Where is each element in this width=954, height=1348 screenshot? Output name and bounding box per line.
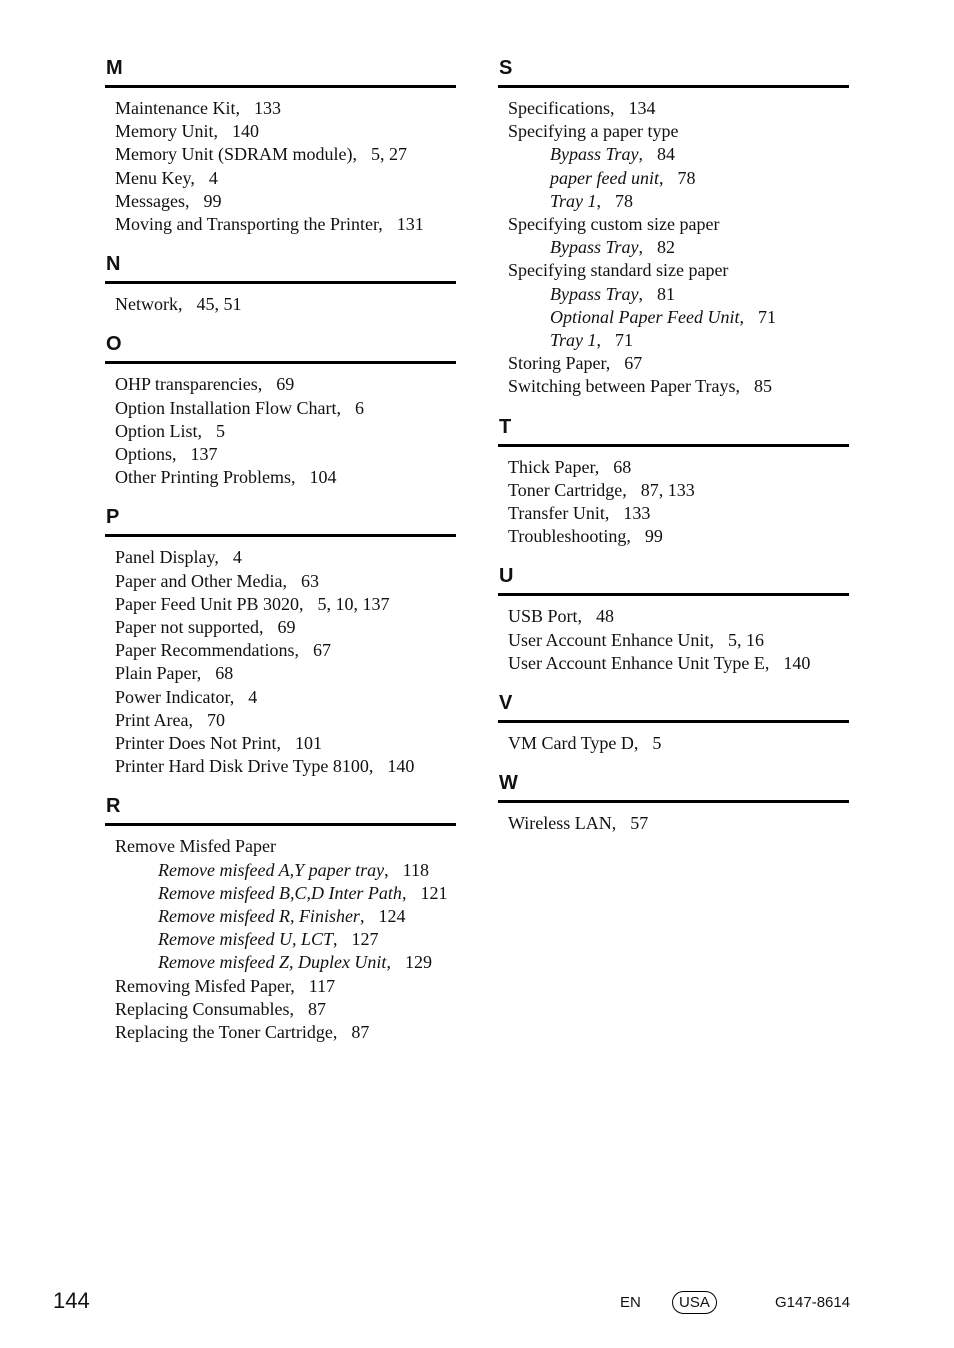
entry-page-ref: 45, 51 — [196, 294, 242, 315]
section-divider — [498, 593, 849, 596]
index-entry — [498, 120, 849, 143]
index-entry: Paper Feed Unit PB 3020, 5, 10, 137 — [115, 593, 390, 614]
section-letter: R — [106, 795, 121, 818]
index-section-r — [105, 793, 456, 1044]
entry-term: Option List — [115, 420, 198, 441]
index-subentry: paper feed unit, 78 — [550, 167, 696, 188]
entry-page-ref: 140 — [783, 652, 811, 673]
index-section-p — [105, 504, 456, 778]
index-entry: Option Installation Flow Chart, 6 — [115, 397, 364, 418]
index-entry: Specifications, 134 — [508, 98, 656, 118]
entry-term: Messages — [115, 190, 185, 211]
entry-term: Plain Paper — [115, 663, 197, 684]
index-entry: Network, 45, 51 — [115, 294, 242, 315]
entry-page-ref: 99 — [203, 190, 222, 211]
index-entry: User Account Enhance Unit, 5, 16 — [508, 629, 764, 650]
index-entry — [498, 259, 849, 282]
entry-page-ref: 104 — [309, 467, 337, 488]
entry-term: Toner Cartridge — [508, 479, 623, 500]
entry-page-ref: 124 — [378, 906, 406, 927]
entry-page-ref: 5, 16 — [727, 629, 764, 650]
entry-term: OHP transparencies — [115, 374, 258, 395]
entry-page-ref: 85 — [753, 376, 772, 397]
entry-term: Optional Paper Feed Unit — [550, 306, 740, 327]
entry-page-ref: 87 — [307, 998, 326, 1019]
entry-page-ref: 140 — [232, 121, 259, 142]
entry-page-ref: 117 — [308, 975, 336, 996]
entry-page-ref: 129 — [404, 952, 432, 973]
entry-term: Tray 1 — [550, 190, 597, 211]
region-badge: USA — [672, 1291, 717, 1314]
section-divider — [105, 823, 456, 826]
entry-term: Paper and Other Media — [115, 570, 283, 591]
entry-page-ref: 5, 10, 137 — [317, 593, 390, 614]
entry-term: Remove misfeed U, LCT — [158, 929, 333, 950]
entry-page-ref: 68 — [613, 456, 632, 477]
entry-page-ref: 5 — [216, 420, 226, 441]
entry-term: Network — [115, 294, 178, 315]
page-footer — [0, 1288, 954, 1320]
index-entry: Menu Key, 4 — [115, 167, 218, 188]
entry-term: Memory Unit — [115, 121, 214, 142]
index-subentry: Remove misfeed B,C,D Inter Path, 121 — [158, 882, 448, 903]
index-subentry: Remove misfeed R, Finisher, 124 — [158, 906, 406, 927]
index-entry: Storing Paper, 67 — [508, 353, 643, 374]
index-entry: Transfer Unit, 133 — [508, 503, 651, 524]
entry-page-ref: 4 — [232, 547, 242, 568]
entry-page-ref: 118 — [402, 859, 429, 880]
entry-term: Power Indicator — [115, 686, 230, 707]
entry-page-ref: 87, 133 — [640, 479, 695, 500]
entry-term: Remove misfeed R, Finisher — [158, 906, 360, 927]
entry-term: Storing Paper — [508, 353, 606, 374]
entry-term: Paper not supported — [115, 617, 259, 638]
entry-page-ref: 134 — [628, 98, 656, 118]
entry-term: Remove misfeed B,C,D Inter Path — [158, 882, 402, 903]
entry-term: Moving and Transporting the Printer — [115, 214, 379, 235]
index-column-left — [105, 55, 456, 1059]
index-subentry: Optional Paper Feed Unit, 71 — [550, 306, 776, 327]
entry-page-ref: 68 — [215, 663, 234, 684]
entry-term: Bypass Tray — [550, 237, 639, 258]
entry-term: Panel Display — [115, 547, 215, 568]
section-divider — [105, 361, 456, 364]
index-entry: Print Area, 70 — [115, 709, 225, 730]
entry-term: Wireless LAN — [508, 813, 612, 834]
section-divider — [105, 534, 456, 537]
entry-term: Bypass Tray — [550, 283, 639, 304]
entry-page-ref: 84 — [657, 144, 676, 165]
index-entry: Power Indicator, 4 — [115, 686, 258, 707]
entry-page-ref: 101 — [295, 733, 322, 754]
entry-page-ref: 4 — [248, 686, 258, 707]
entry-term: Replacing Consumables — [115, 998, 290, 1019]
entry-page-ref: 63 — [300, 570, 319, 591]
index-entry: Paper and Other Media, 63 — [115, 570, 319, 591]
page-number: 144 — [53, 1288, 90, 1313]
index-entry: User Account Enhance Unit Type E, 140 — [508, 652, 811, 673]
index-entry: Switching between Paper Trays, 85 — [508, 376, 772, 397]
entry-term: Maintenance Kit — [115, 98, 236, 118]
entry-term: Remove misfeed A,Y paper tray — [158, 859, 385, 880]
entry-page-ref: 48 — [596, 606, 615, 627]
index-entry: Replacing the Toner Cartridge, 87 — [115, 1022, 370, 1043]
index-entry: Thick Paper, 68 — [508, 456, 632, 477]
section-letter: M — [106, 57, 123, 79]
index-section-s — [498, 55, 849, 399]
index-subentry: Tray 1, 78 — [550, 190, 634, 211]
entry-page-ref: 137 — [190, 444, 218, 465]
entry-term: VM Card Type D — [508, 733, 634, 754]
entry-term: Bypass Tray — [550, 144, 639, 165]
index-entry: OHP transparencies, 69 — [115, 374, 295, 395]
entry-page-ref: 4 — [208, 167, 218, 188]
index-entry: VM Card Type D, 5 — [508, 733, 662, 754]
section-letter: P — [106, 506, 120, 529]
section-divider — [498, 444, 849, 447]
index-section-m — [105, 55, 456, 236]
index-subentry: Remove misfeed Z, Duplex Unit, 129 — [158, 952, 432, 973]
index-subentry: Remove misfeed A,Y paper tray, 118 — [158, 859, 429, 880]
entry-term: Removing Misfed Paper — [115, 975, 291, 996]
entry-term: Memory Unit (SDRAM module) — [115, 144, 353, 165]
index-entry: Replacing Consumables, 87 — [115, 998, 326, 1019]
entry-page-ref: 121 — [420, 882, 448, 903]
index-entry: Options, 137 — [115, 444, 218, 465]
entry-term: Other Printing Problems — [115, 467, 291, 488]
index-entry: Messages, 99 — [115, 190, 222, 211]
index-entry: Paper not supported, 69 — [115, 617, 296, 638]
entry-page-ref: 69 — [277, 617, 296, 638]
index-section-n — [105, 251, 456, 316]
entry-term: Specifications — [508, 98, 610, 118]
index-entry: Memory Unit (SDRAM module), 5, 27 — [115, 144, 407, 165]
index-subentry: Tray 1, 71 — [550, 330, 634, 351]
entry-term: Replacing the Toner Cartridge — [115, 1022, 333, 1043]
index-entry: Plain Paper, 68 — [115, 663, 234, 684]
entry-page-ref: 67 — [312, 640, 331, 661]
index-entry: Printer Hard Disk Drive Type 8100, 140 — [115, 756, 415, 777]
index-subentry: Bypass Tray, 84 — [550, 144, 676, 165]
entry-page-ref: 5 — [652, 733, 662, 754]
index-section-o — [105, 331, 456, 489]
entry-page-ref: 6 — [354, 397, 364, 418]
entry-term: Menu Key — [115, 167, 191, 188]
entry-term: USB Port — [508, 606, 578, 627]
entry-page-ref: 81 — [657, 283, 676, 304]
entry-term: paper feed unit — [550, 167, 659, 188]
index-entry: Troubleshooting, 99 — [508, 526, 663, 547]
entry-page-ref: 131 — [396, 214, 424, 235]
index-entry: USB Port, 48 — [508, 606, 615, 627]
index-column-right — [498, 55, 849, 850]
entry-term: Specifying standard size paper — [508, 260, 729, 281]
entry-page-ref: 87 — [351, 1022, 370, 1043]
section-divider — [105, 281, 456, 284]
entry-page-ref: 78 — [677, 167, 696, 188]
entry-term: Paper Recommendations — [115, 640, 295, 661]
index-subentry: Bypass Tray, 82 — [550, 237, 676, 258]
index-entry: Moving and Transporting the Printer, 131 — [115, 214, 424, 235]
index-entry: Panel Display, 4 — [115, 547, 242, 568]
section-letter: S — [499, 57, 513, 79]
entry-page-ref: 67 — [624, 353, 643, 374]
section-letter: V — [499, 692, 513, 715]
entry-term: Transfer Unit — [508, 503, 605, 524]
index-section-w — [498, 770, 849, 835]
entry-term: Option Installation Flow Chart — [115, 397, 337, 418]
entry-page-ref: 69 — [276, 374, 295, 395]
document-code: G147-8614 — [775, 1294, 851, 1311]
section-divider — [105, 85, 456, 88]
entry-page-ref: 127 — [351, 929, 379, 950]
index-entry: Toner Cartridge, 87, 133 — [508, 479, 695, 500]
entry-term: Paper Feed Unit PB 3020 — [115, 593, 299, 614]
index-subentry: Bypass Tray, 81 — [550, 283, 676, 304]
entry-page-ref: 140 — [387, 756, 415, 777]
index-section-u — [498, 563, 849, 675]
entry-page-ref: 71 — [757, 306, 776, 327]
entry-term: User Account Enhance Unit — [508, 629, 710, 650]
section-letter: W — [499, 772, 518, 795]
index-entry: Printer Does Not Print, 101 — [115, 733, 322, 754]
index-entry: Other Printing Problems, 104 — [115, 467, 337, 488]
entry-term: Remove Misfed Paper — [115, 836, 276, 857]
entry-term: Tray 1 — [550, 330, 597, 351]
index-entry — [105, 835, 456, 858]
section-letter: N — [106, 253, 121, 276]
entry-page-ref: 99 — [644, 526, 663, 547]
entry-term: User Account Enhance Unit Type E — [508, 652, 765, 673]
section-divider — [498, 720, 849, 723]
entry-term: Switching between Paper Trays — [508, 376, 736, 397]
entry-term: Printer Does Not Print — [115, 733, 277, 754]
index-entry: Removing Misfed Paper, 117 — [115, 975, 336, 996]
entry-page-ref: 133 — [253, 98, 281, 118]
language-code: EN — [620, 1294, 641, 1311]
index-entry: Memory Unit, 140 — [115, 121, 259, 142]
entry-page-ref: 133 — [623, 503, 651, 524]
entry-term: Thick Paper — [508, 456, 595, 477]
index-section-t — [498, 414, 849, 549]
entry-term: Specifying a paper type — [508, 121, 679, 142]
entry-term: Specifying custom size paper — [508, 214, 720, 235]
entry-page-ref: 78 — [615, 190, 634, 211]
index-entry: Paper Recommendations, 67 — [115, 640, 331, 661]
entry-term: Remove misfeed Z, Duplex Unit — [158, 952, 387, 973]
section-letter: T — [499, 415, 512, 438]
section-divider — [498, 85, 849, 88]
entry-page-ref: 71 — [615, 330, 634, 351]
index-entry — [498, 213, 849, 236]
entry-term: Options — [115, 444, 173, 465]
entry-term: Print Area — [115, 709, 189, 730]
index-section-v — [498, 690, 849, 755]
index-entry: Option List, 5 — [115, 420, 226, 441]
index-entry: Maintenance Kit, 133 — [115, 98, 281, 118]
section-letter: U — [499, 565, 514, 588]
entry-page-ref: 57 — [630, 813, 649, 834]
entry-term: Printer Hard Disk Drive Type 8100 — [115, 756, 369, 777]
entry-term: Troubleshooting — [508, 526, 627, 547]
section-letter: O — [106, 333, 122, 356]
section-divider — [498, 800, 849, 803]
index-subentry: Remove misfeed U, LCT, 127 — [158, 929, 379, 950]
entry-page-ref: 70 — [207, 709, 225, 730]
index-entry: Wireless LAN, 57 — [508, 813, 649, 834]
entry-page-ref: 82 — [657, 237, 676, 258]
entry-page-ref: 5, 27 — [371, 144, 407, 165]
